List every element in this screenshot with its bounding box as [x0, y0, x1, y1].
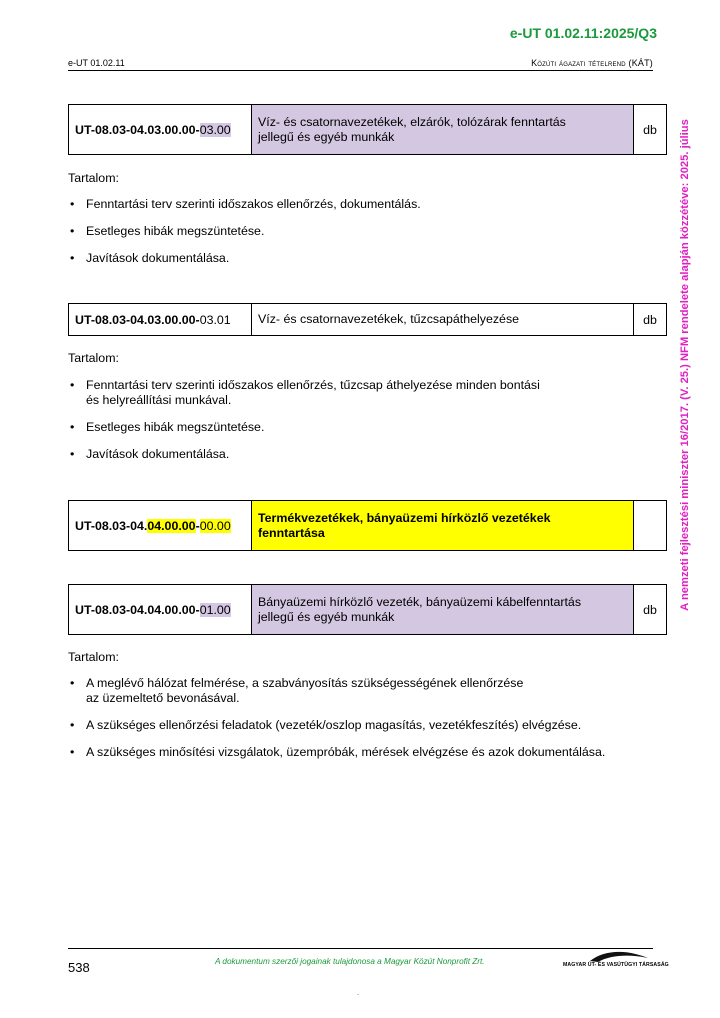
- scan-mark: [357, 994, 359, 995]
- item-table-2: [68, 303, 667, 336]
- item-unit: db: [634, 105, 667, 155]
- content-label-2: Tartalom:: [68, 351, 119, 365]
- list-item: • Esetleges hibák megszüntetése.: [68, 420, 668, 435]
- list-item: • A meglévő hálózat felmérése, a szabványosítás szükségességének ellenőrzése az üzemeltető bevonásával.: [68, 676, 668, 706]
- content-label-3: Tartalom:: [68, 650, 119, 664]
- header-right: Közúti ágazati tételrend (KÁT): [531, 58, 653, 68]
- header-divider: [68, 70, 653, 71]
- item-table-4: [68, 584, 667, 635]
- item-unit: [634, 501, 667, 551]
- item-table-3: [68, 500, 667, 551]
- item-description: Bányaüzemi hírközlő vezeték, bányaüzemi kábelfenntartás jellegű és egyéb munkák: [252, 585, 634, 635]
- content-list-1: [68, 197, 668, 278]
- list-item: • Javítások dokumentálása.: [68, 251, 668, 266]
- copyright-note: A dokumentum szerzői jogainak tulajdonosa a Magyar Közút Nonprofit Zrt.: [215, 957, 485, 966]
- item-unit: db: [634, 304, 667, 336]
- company-logo-icon: [560, 948, 656, 974]
- list-item: • Esetleges hibák megszüntetése.: [68, 224, 668, 239]
- item-code: UT-08.03-04.04.00.00-00.00: [69, 501, 252, 551]
- logo-text: MAGYAR ÚT- ÉS VASÚTÜGYI TÁRSASÁG: [563, 962, 669, 968]
- item-description: Termékvezetékek, bányaüzemi hírközlő vezetékek fenntartása: [252, 501, 634, 551]
- content-list-3: [68, 676, 668, 772]
- list-item: • Javítások dokumentálása.: [68, 447, 668, 462]
- item-code: UT-08.03-04.03.00.00-03.01: [69, 304, 252, 336]
- list-item: • A szükséges ellenőrzési feladatok (vezeték/oszlop magasítás, vezetékfeszítés) elvégzése.: [68, 718, 668, 733]
- page-number: 538: [68, 960, 90, 975]
- header-left: e-UT 01.02.11: [68, 58, 125, 68]
- item-table-1: [68, 104, 667, 155]
- item-code: UT-08.03-04.04.00.00-01.00: [69, 585, 252, 635]
- list-item: • A szükséges minősítési vizsgálatok, üzempróbák, mérések elvégzése és azok dokumentálása.: [68, 745, 668, 760]
- content-label-1: Tartalom:: [68, 171, 119, 185]
- list-item: • Fenntartási terv szerinti időszakos ellenőrzés, tűzcsap áthelyezése minden bontási és helyreállítási munkával.: [68, 378, 668, 408]
- list-item: • Fenntartási terv szerinti időszakos ellenőrzés, dokumentálás.: [68, 197, 668, 212]
- side-publication-note: A nemzeti fejlesztési miniszter 16/2017. (V. 25.) NFM rendelete alapján közzétéve: 2025. július: [679, 119, 691, 611]
- item-unit: db: [634, 585, 667, 635]
- item-description: Víz- és csatornavezetékek, tűzcsapáthelyezése: [252, 304, 634, 336]
- content-list-2: [68, 378, 668, 474]
- item-code: UT-08.03-04.03.00.00-03.00: [69, 105, 252, 155]
- item-description: Víz- és csatornavezetékek, elzárók, tolózárak fenntartás jellegű és egyéb munkák: [252, 105, 634, 155]
- document-code: e-UT 01.02.11:2025/Q3: [509, 25, 657, 41]
